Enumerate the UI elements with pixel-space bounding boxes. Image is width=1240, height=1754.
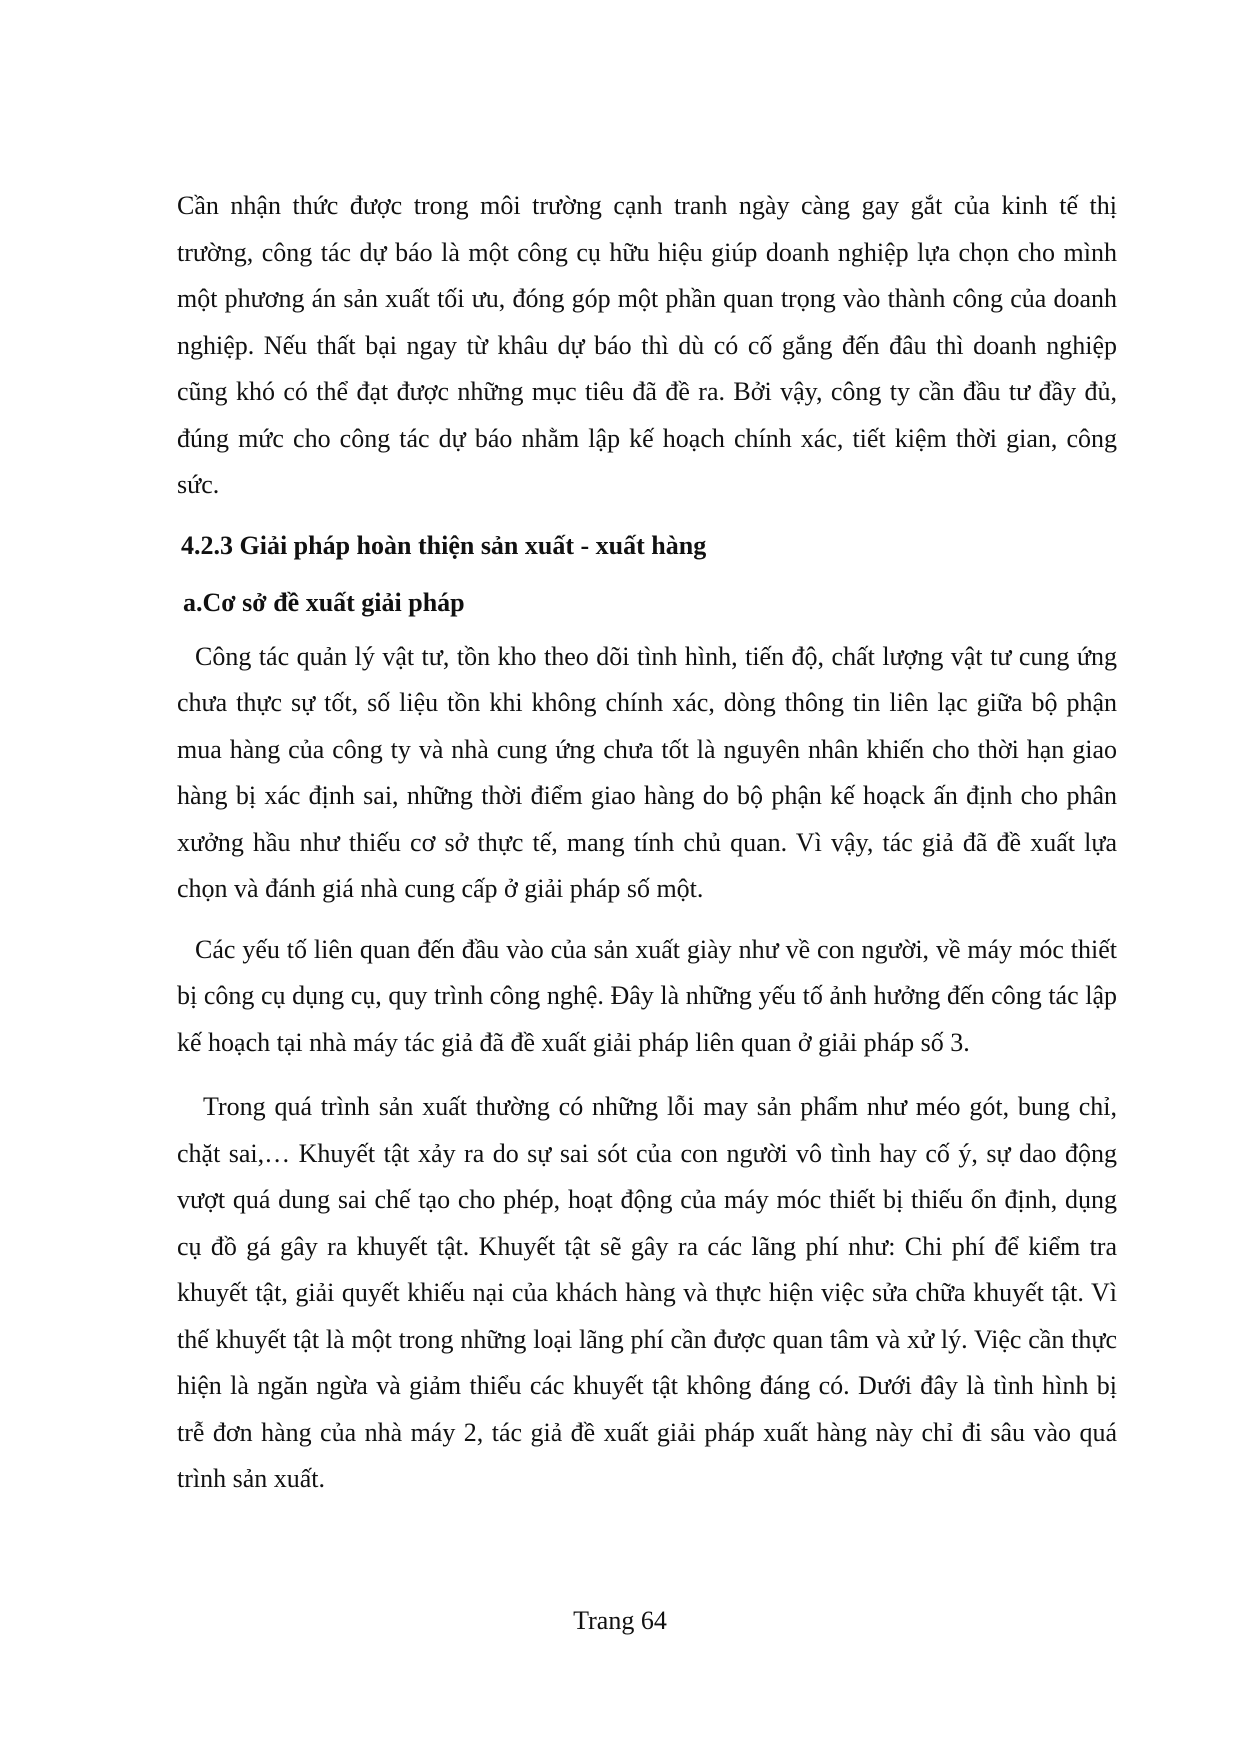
- section-heading: 4.2.3 Giải pháp hoàn thiện sản xuất - xuất hàng: [181, 530, 707, 560]
- page-number: Trang 64: [573, 1606, 667, 1635]
- subsection-heading: a.Cơ sở đề xuất giải pháp: [183, 587, 465, 617]
- paragraph-defects: Trong quá trình sản xuất thường có những lỗi may sản phẩm như méo gót, bung chỉ, chặt sai,… Khuyết tật xảy ra do sự sai sót của con người vô tình hay cố ý, sự dao động vượt quá dung sai chế tạo cho phép, hoạt động của máy móc thiết bị thiếu ổn định, dụng cụ đồ gá gây ra khuyết tật. Khuyết tật sẽ gây ra các lãng phí như: Chi phí để kiểm tra khuyết tật, giải quyết khiếu nại của khách hàng và thực hiện việc sửa chữa khuyết tật. Vì thế khuyết tật là một trong những loại lãng phí cần được quan tâm và xử lý. Việc cần thực hiện là ngăn ngừa và giảm thiểu các khuyết tật không đáng có. Dưới đây là tình hình bị trễ đơn hàng của nhà máy 2, tác giả đề xuất giải pháp xuất hàng này chỉ đi sâu vào quá trình sản xuất.: [177, 1092, 1117, 1493]
- paragraph-forecasting: Cần nhận thức được trong môi trường cạnh tranh ngày càng gay gắt của kinh tế thị trường, công tác dự báo là một công cụ hữu hiệu giúp doanh nghiệp lựa chọn cho mình một phương án sản xuất tối ưu, đóng góp một phần quan trọng vào thành công của doanh nghiệp. Nếu thất bại ngay từ khâu dự báo thì dù có cố gắng đến đâu thì doanh nghiệp cũng khó có thể đạt được những mục tiêu đã đề ra. Bởi vậy, công ty cần đầu tư đầy đủ, đúng mức cho công tác dự báo nhằm lập kế hoạch chính xác, tiết kiệm thời gian, công sức.: [177, 191, 1117, 499]
- paragraph-materials: Công tác quản lý vật tư, tồn kho theo dõi tình hình, tiến độ, chất lượng vật tư cung ứng chưa thực sự tốt, số liệu tồn khi không chính xác, dòng thông tin liên lạc giữa bộ phận mua hàng của công ty và nhà cung ứng chưa tốt là nguyên nhân khiến cho thời hạn giao hàng bị xác định sai, những thời điểm giao hàng do bộ phận kế hoạck ấn định cho phân xưởng hầu như thiếu cơ sở thực tế, mang tính chủ quan. Vì vậy, tác giả đã đề xuất lựa chọn và đánh giá nhà cung cấp ở giải pháp số một.: [177, 641, 1117, 903]
- paragraph-inputs: Các yếu tố liên quan đến đầu vào của sản xuất giày như về con người, về máy móc thiết bị công cụ dụng cụ, quy trình công nghệ. Đây là những yếu tố ảnh hưởng đến công tác lập kế hoạch tại nhà máy tác giả đã đề xuất giải pháp liên quan ở giải pháp số 3.: [177, 934, 1117, 1057]
- page-content: [177, 183, 1117, 1503]
